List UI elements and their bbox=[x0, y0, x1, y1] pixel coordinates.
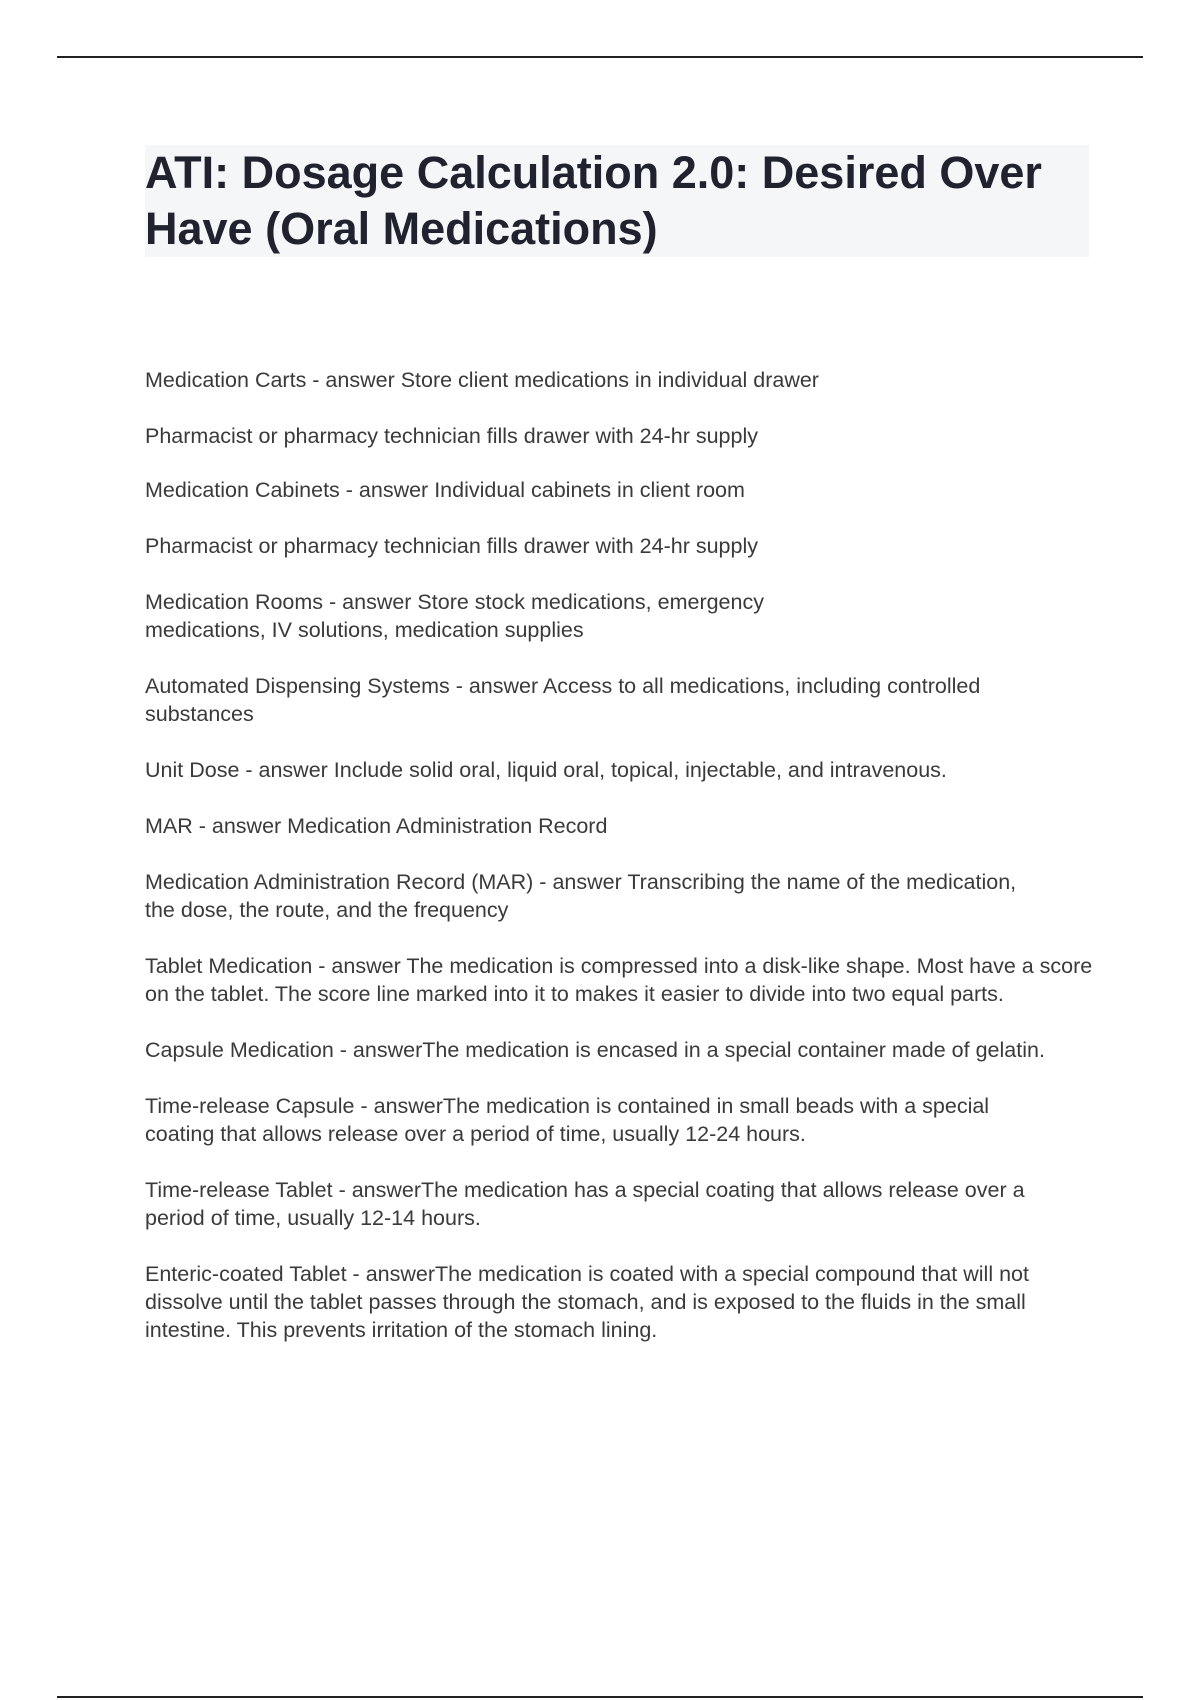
flashcard-entry: Time-release Tablet - answerThe medication has a special coating that allows release over a period of time, usually 12-14 hours. bbox=[145, 1178, 1025, 1230]
flashcard-entry: Medication Rooms - answer Store stock medications, emergency medications, IV solutions, medication supplies bbox=[145, 590, 764, 642]
flashcard-list bbox=[145, 366, 1095, 1344]
flashcard-entry: Tablet Medication - answer The medication is compressed into a disk-like shape. Most have a score on the tablet. The score line marked into it to makes it easier to divide into two equal parts. bbox=[145, 954, 1093, 1006]
flashcard-entry: Medication Cabinets - answer Individual cabinets in client room bbox=[145, 478, 745, 502]
flashcard-entry: Enteric-coated Tablet - answerThe medication is coated with a special compound that will not dissolve until the tablet passes through the stomach, and is exposed to the fluids in the small intestine. This prevents irritation of the stomach lining. bbox=[145, 1262, 1029, 1342]
flashcard-entry: Automated Dispensing Systems - answer Access to all medications, including controlled substances bbox=[145, 674, 981, 726]
flashcard-entry: Medication Administration Record (MAR) - answer Transcribing the name of the medication, the dose, the route, and the frequency bbox=[145, 870, 1017, 922]
flashcard-entry: MAR - answer Medication Administration Record bbox=[145, 814, 608, 838]
flashcard-entry: Time-release Capsule - answerThe medication is contained in small beads with a special coating that allows release over a period of time, usually 12-24 hours. bbox=[145, 1094, 990, 1146]
flashcard-entry: Medication Carts - answer Store client medications in individual drawer bbox=[145, 368, 819, 392]
bottom-divider bbox=[57, 1696, 1143, 1698]
flashcard-entry: Unit Dose - answer Include solid oral, liquid oral, topical, injectable, and intravenous. bbox=[145, 758, 947, 782]
flashcard-entry: Pharmacist or pharmacy technician fills drawer with 24-hr supply bbox=[145, 534, 758, 558]
flashcard-entry: Pharmacist or pharmacy technician fills drawer with 24-hr supply bbox=[145, 424, 758, 448]
title-banner bbox=[145, 145, 1089, 257]
document-title: ATI: Dosage Calculation 2.0: Desired Over Have (Oral Medications) bbox=[145, 147, 1042, 254]
flashcard-entry: Capsule Medication - answerThe medication is encased in a special container made of gelatin. bbox=[145, 1038, 1045, 1062]
top-divider bbox=[57, 56, 1143, 58]
